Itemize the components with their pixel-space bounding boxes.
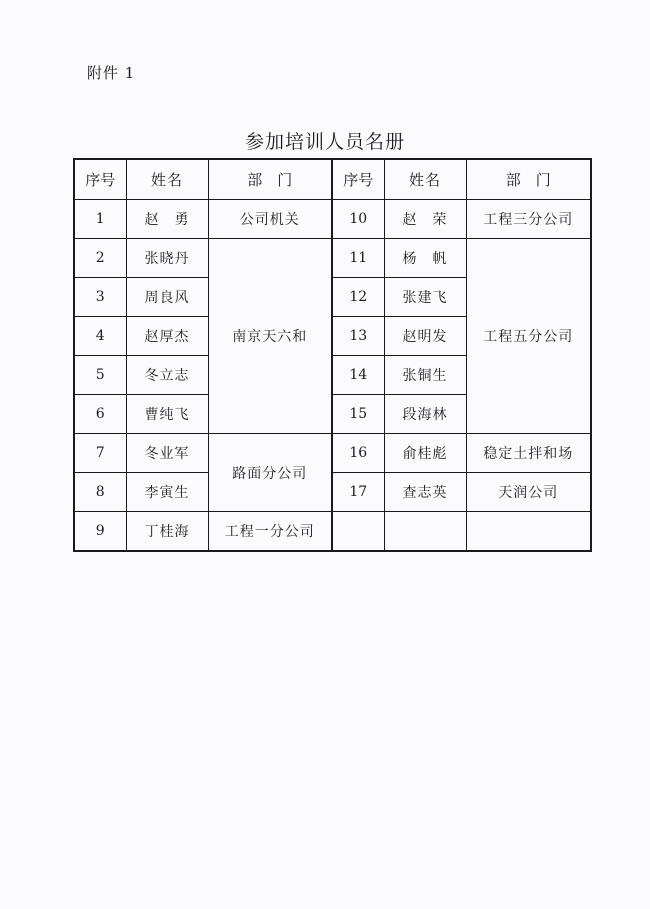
header-name: 姓名 (126, 159, 208, 200)
row-no-right: 16 (332, 434, 384, 473)
row-no-right: 15 (332, 395, 384, 434)
row-name: 张晓丹 (126, 239, 208, 278)
row-dept-right-merged: 工程五分公司 (466, 239, 591, 434)
row-name: 丁桂海 (126, 512, 208, 552)
row-no-right: 14 (332, 356, 384, 395)
row-no-right: 12 (332, 278, 384, 317)
row-name: 赵厚杰 (126, 317, 208, 356)
row-dept: 公司机关 (208, 200, 332, 239)
row-no: 9 (74, 512, 126, 552)
header-no-right: 序号 (332, 159, 384, 200)
header-no: 序号 (74, 159, 126, 200)
row-name-right: 俞桂彪 (384, 434, 466, 473)
row-dept-right: 稳定土拌和场 (466, 434, 591, 473)
row-no-right: 17 (332, 473, 384, 512)
row-dept-right: 天润公司 (466, 473, 591, 512)
row-no: 3 (74, 278, 126, 317)
row-no-right: 13 (332, 317, 384, 356)
row-dept-right: 工程三分公司 (466, 200, 591, 239)
row-dept-merged: 南京天六和 (208, 239, 332, 434)
row-name: 赵 勇 (126, 200, 208, 239)
table-row (74, 200, 591, 239)
row-name-right: 赵明发 (384, 317, 466, 356)
table-row (74, 512, 591, 552)
table-header-row (74, 159, 591, 200)
row-name-right: 杨 帆 (384, 239, 466, 278)
header-name-right: 姓名 (384, 159, 466, 200)
row-name: 冬业军 (126, 434, 208, 473)
row-no: 5 (74, 356, 126, 395)
row-no: 6 (74, 395, 126, 434)
row-name-right: 张铜生 (384, 356, 466, 395)
row-name: 曹纯飞 (126, 395, 208, 434)
row-dept-merged: 路面分公司 (208, 434, 332, 512)
row-name-right: 查志英 (384, 473, 466, 512)
empty-cell (332, 512, 384, 552)
table-row (74, 239, 591, 278)
row-name: 冬立志 (126, 356, 208, 395)
row-no: 1 (74, 200, 126, 239)
row-no: 7 (74, 434, 126, 473)
row-dept: 工程一分公司 (208, 512, 332, 552)
row-name: 周良风 (126, 278, 208, 317)
table-row (74, 473, 591, 512)
row-name-right: 张建飞 (384, 278, 466, 317)
header-dept: 部 门 (208, 159, 332, 200)
row-no-right: 11 (332, 239, 384, 278)
empty-cell (384, 512, 466, 552)
row-no: 8 (74, 473, 126, 512)
table-row (74, 434, 591, 473)
empty-cell (466, 512, 591, 552)
row-no: 2 (74, 239, 126, 278)
trainee-roster-table (73, 158, 592, 552)
attachment-label: 附件 1 (87, 64, 136, 82)
document-title: 参加培训人员名册 (244, 131, 405, 153)
row-name-right: 段海林 (384, 395, 466, 434)
row-no: 4 (74, 317, 126, 356)
header-dept-right: 部 门 (466, 159, 591, 200)
row-name: 李寅生 (126, 473, 208, 512)
row-name-right: 赵 荣 (384, 200, 466, 239)
row-no-right: 10 (332, 200, 384, 239)
